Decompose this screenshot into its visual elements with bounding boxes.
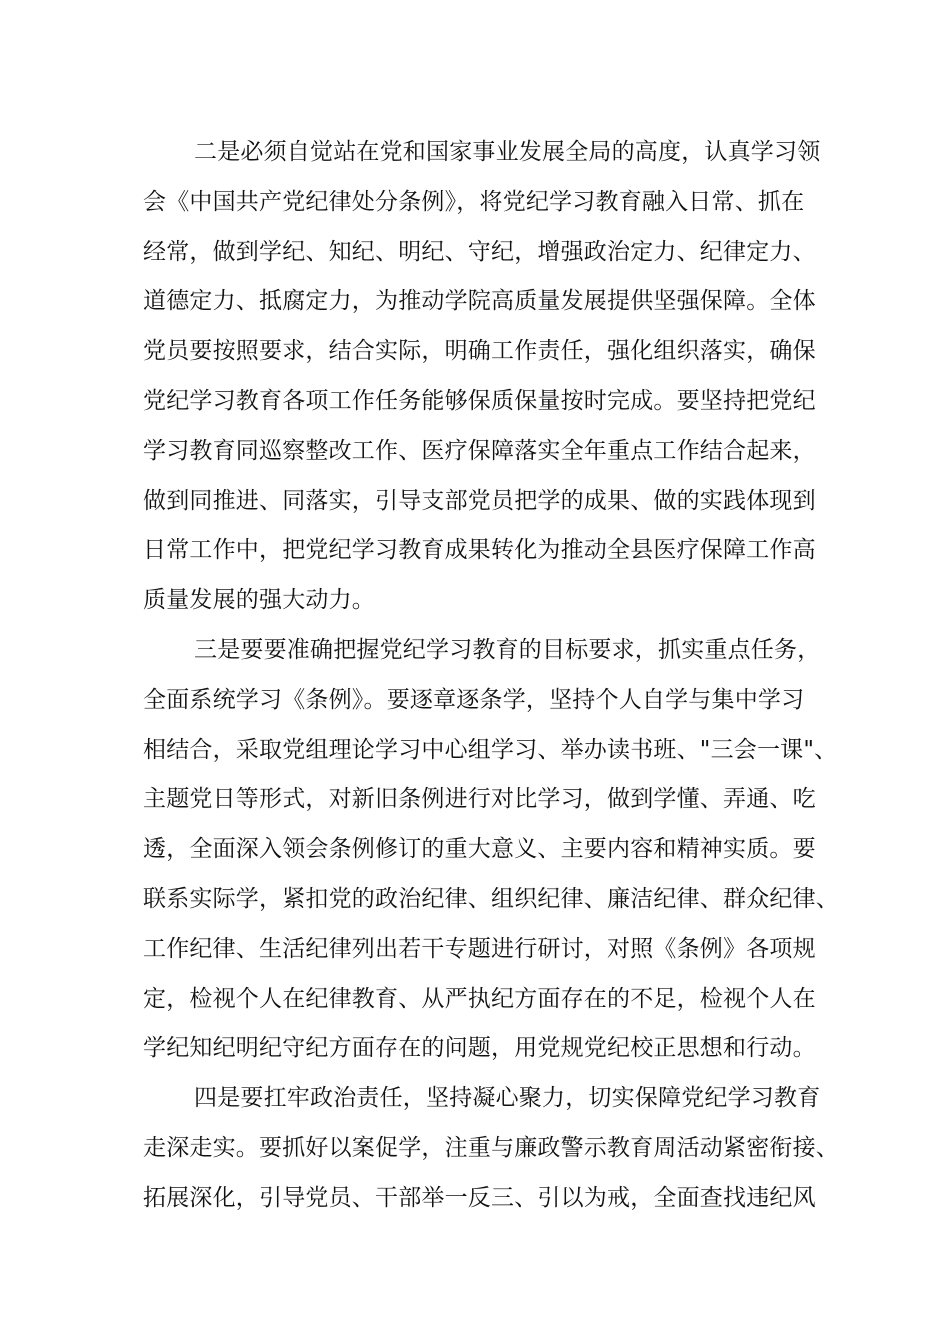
text-line: 拓展深化，引导党员、干部举一反三、引以为戒，全面查找违纪风 xyxy=(143,1184,816,1211)
text-line: 做到同推进、同落实，引导支部党员把学的成果、做的实践体现到 xyxy=(143,487,816,514)
text-line: 二是必须自觉站在党和国家事业发展全局的高度，认真学习领 xyxy=(194,139,821,165)
paragraph-3 xyxy=(143,626,839,1074)
text-line: 日常工作中，把党纪学习教育成果转化为推动全县医疗保障工作高 xyxy=(143,537,816,564)
text-line: 相结合，采取党组理论学习中心组学习、举办读书班、"三会一课"、 xyxy=(143,736,838,763)
text-line: 走深走实。要抓好以案促学，注重与廉政警示教育周活动紧密衔接、 xyxy=(143,1134,839,1161)
document-body xyxy=(143,128,839,1224)
text-line: 工作纪律、生活纪律列出若干专题进行研讨，对照《条例》各项规 xyxy=(143,935,816,962)
text-line: 质量发展的强大动力。 xyxy=(143,587,375,614)
text-line: 定，检视个人在纪律教育、从严执纪方面存在的不足，检视个人在 xyxy=(143,985,816,1012)
text-line: 三是要要准确把握党纪学习教育的目标要求，抓实重点任务， xyxy=(194,636,821,663)
text-line: 联系实际学，紧扣党的政治纪律、组织纪律、廉洁纪律、群众纪律、 xyxy=(143,885,839,912)
paragraph-2 xyxy=(143,128,823,626)
text-line: 会《中国共产党纪律处分条例》，将党纪学习教育融入日常、抓在 xyxy=(143,188,805,215)
text-line: 四是要扛牢政治责任，坚持凝心聚力，切实保障党纪学习教育 xyxy=(194,1085,821,1112)
paragraph-4 xyxy=(143,1074,839,1223)
text-line: 学习教育同巡察整改工作、医疗保障落实全年重点工作结合起来， xyxy=(143,437,816,464)
text-line: 主题党日等形式，对新旧条例进行对比学习，做到学懂、弄通、吃 xyxy=(143,786,816,813)
text-line: 经常，做到学纪、知纪、明纪、守纪，增强政治定力、纪律定力、 xyxy=(143,238,816,265)
text-line: 道德定力、抵腐定力，为推动学院高质量发展提供坚强保障。全体 xyxy=(143,288,816,315)
text-line: 透，全面深入领会条例修订的重大意义、主要内容和精神实质。要 xyxy=(143,836,816,863)
text-line: 党纪学习教育各项工作任务能够保质保量按时完成。要坚持把党纪 xyxy=(143,387,816,414)
text-line: 全面系统学习《条例》。要逐章逐条学，坚持个人自学与集中学习 xyxy=(143,686,805,713)
text-line: 党员要按照要求，结合实际，明确工作责任，强化组织落实，确保 xyxy=(143,338,816,365)
text-line: 学纪知纪明纪守纪方面存在的问题，用党规党纪校正思想和行动。 xyxy=(143,1035,816,1062)
